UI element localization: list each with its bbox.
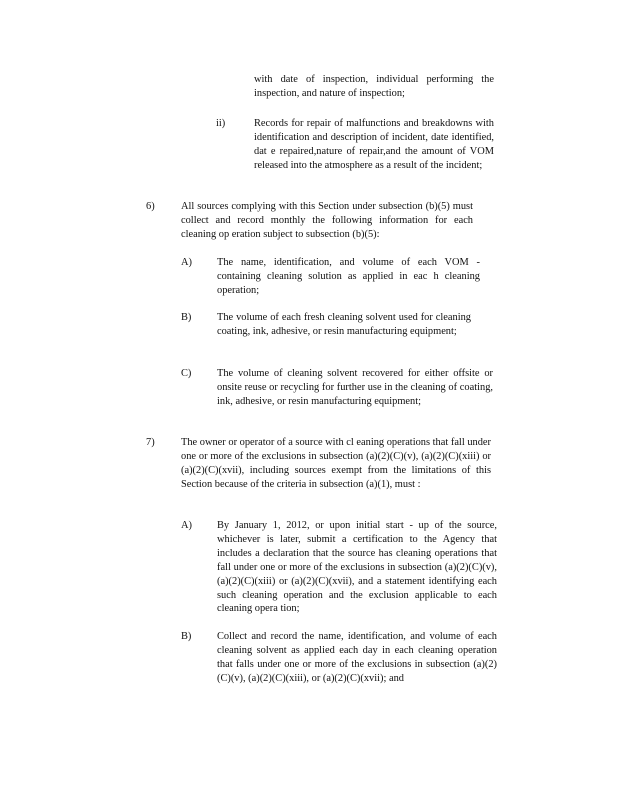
section-7-label: 7): [146, 437, 155, 448]
section-7-item-b-label: B): [181, 631, 192, 642]
section-6-item-a-text: The name, identification, and volume of each VOM - containing cleaning solution as applied in eac h cleaning operation;: [217, 257, 480, 296]
section-7-item-b-text: Collect and record the name, identification, and volume of each cleaning solvent as applied each day in each cleaning operation that falls under one or more of the exclusions in subsection (a)(2)(C)(v), (a)(2)(C)(xiii), or (a)(2)(C)(xvii); and: [217, 631, 497, 684]
section-6-label: 6): [146, 201, 155, 212]
section-7-item-a-text: By January 1, 2012, or upon initial start - up of the source, whichever is later, submit a certification to the Agency that includes a declaration that the source has cleaning operations that fall under one or more of the exclusions in subsection (a)(2)(C)(v), (a)(2)(C)(xiii) or (a)(2)(C)(xvii), and a statement identifying each such cleaning operation and the exclusion applicable to each cleaning opera tion;: [217, 520, 497, 615]
section-6-item-b-label: B): [181, 312, 192, 323]
section-7-text: The owner or operator of a source with cl eaning operations that fall under one or more of the exclusions in subsection (a)(2)(C)(v), (a)(2)(C)(xiii) or (a)(2)(C)(xvii), including sources exempt from the limitations of this Section because of the criteria in subsection (a)(1), must :: [181, 437, 491, 490]
section-7-item-a-label: A): [181, 520, 192, 531]
section-6-text: All sources complying with this Section under subsection (b)(5) must collect and record monthly the following information for each cleaning op eration subject to subsection (b)(5):: [181, 201, 473, 240]
section-6-item-a-label: A): [181, 257, 192, 268]
item-ii-text: Records for repair of malfunctions and breakdowns with identification and description of incident, date identified, dat e repaired,nature of repair,and the amount of VOM released into the atmosphere as a result of the incident;: [254, 118, 494, 171]
section-6-item-c-label: C): [181, 368, 192, 379]
section-6-item-b-text: The volume of each fresh cleaning solvent used for cleaning coating, ink, adhesive, or resin manufacturing equipment;: [217, 312, 471, 337]
inspection-record-continuation: with date of inspection, individual performing the inspection, and nature of inspection;: [254, 74, 494, 99]
section-6-item-c-text: The volume of cleaning solvent recovered for either offsite or onsite reuse or recycling for further use in the cleaning of coating, ink, adhesive, or resin manufacturing equipment;: [217, 368, 493, 407]
item-ii-label: ii): [216, 118, 226, 129]
